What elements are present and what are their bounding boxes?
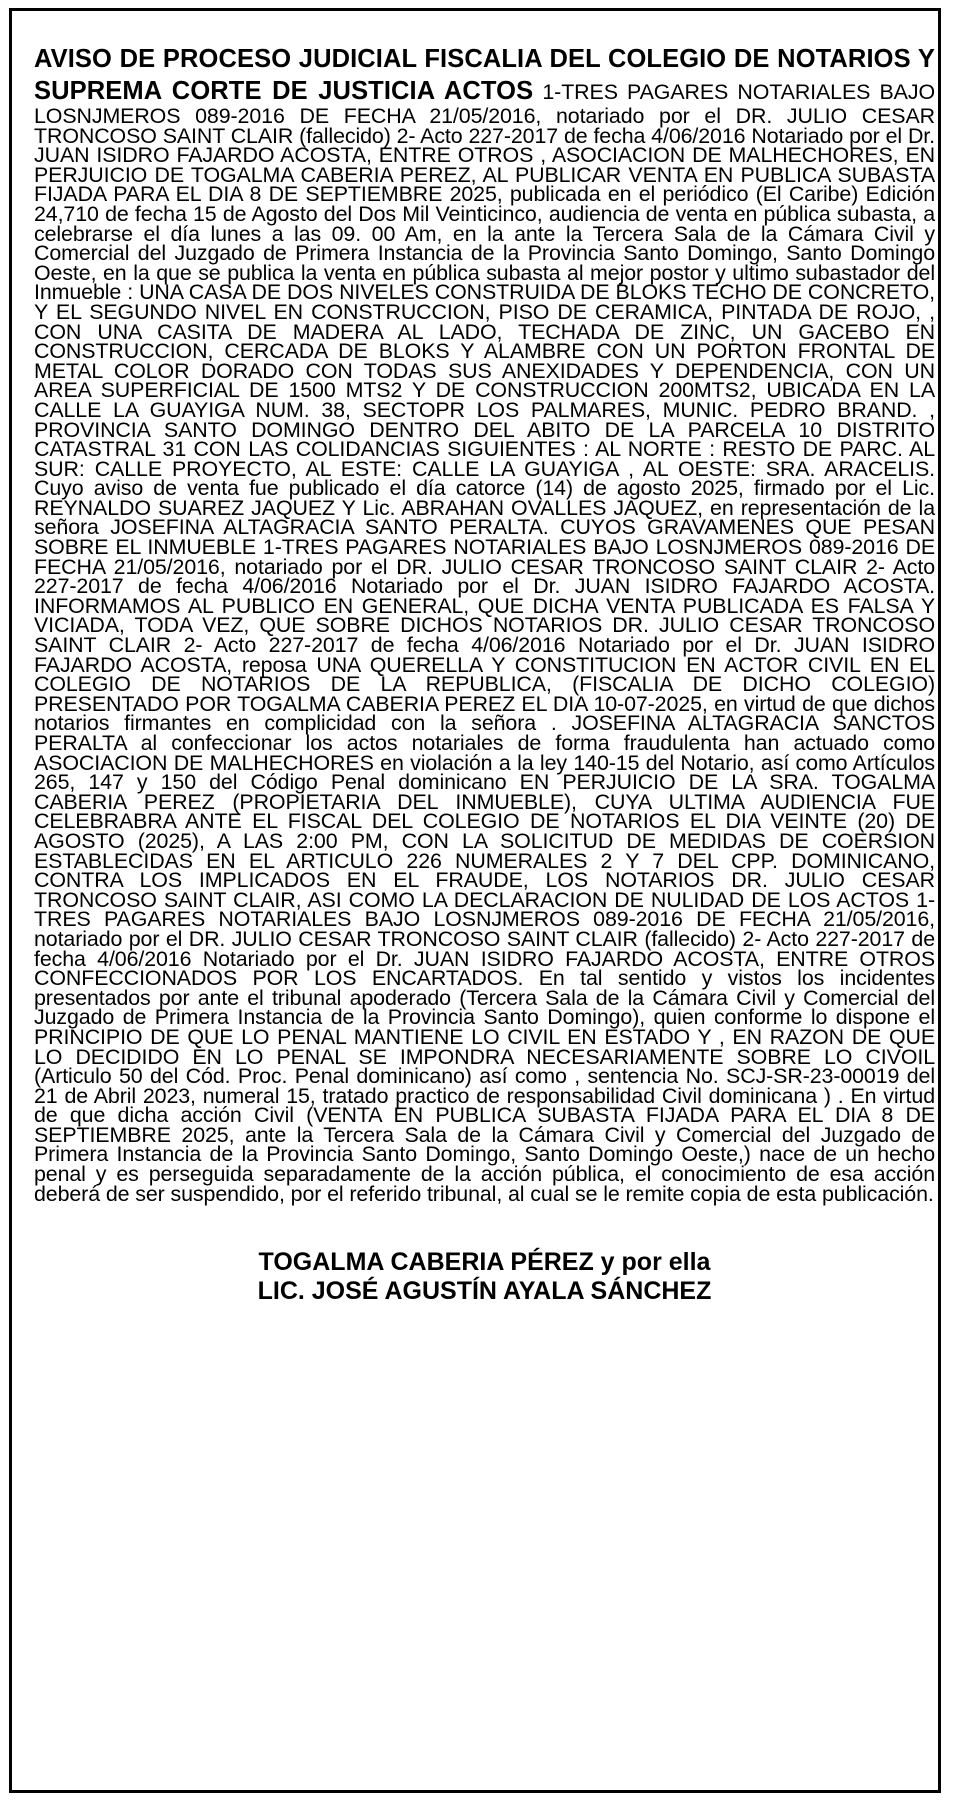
signature-line-1: TOGALMA CABERIA PÉREZ y por ella [258,1248,711,1277]
notice-frame [9,8,941,1793]
notice-headline: AVISO DE PROCESO JUDICIAL FISCALIA DEL COLEGIO DE NOTARIOS Y SUPREMA CORTE DE JUSTICIA ACTOS [34,45,935,105]
notice-paragraph [34,43,935,1204]
signature-block [34,1248,935,1306]
signature-line-2: LIC. JOSÉ AGUSTÍN AYALA SÁNCHEZ [257,1277,712,1306]
notice-content [34,43,935,1306]
notice-body-text: 1-TRES PAGARES NOTARIALES BAJO LOSNJMEROS 089-2016 DE FECHA 21/05/2016, notariado por el DR. JULIO CESAR TRONCOSO SAINT CLAIR (fallecido) 2- Acto 227-2017 de fecha 4/06/2016 Notariado por el Dr. JUAN ISIDRO FAJARDO ACOSTA, ENTRE OTROS , ASOCIACION DE MALHECHORES, EN PERJUICIO DE TOGALMA CABERIA PEREZ, AL PUBLICAR VENTA EN PUBLICA SUBASTA FIJADA PARA EL DIA 8 DE SEPTIEMBRE 2025, publicada en el periódico (El Caribe) Edición 24,710 de fecha 15 de Agosto del Dos Mil Veinticinco, audiencia de venta en pública subasta, a celebrarse el día lunes a las 09. 00 Am, en la ante la Tercera Sala de la Cámara Civil y Comercial del Juzgado de Primera Instancia de la Provincia Santo Domingo, Santo Domingo Oeste, en la que se publica la venta en pública subasta al mejor postor y ultimo subastador del Inmueble : UNA CASA DE DOS NIVELES CONSTRUIDA DE BLOKS TECHO DE CONCRETO, Y EL SEGUNDO NIVEL EN CONSTRUCCION, PISO DE CERAMICA, PINTADA DE ROJO, , CON UNA CASITA DE MADERA AL LADO, TECHADA DE ZINC, UN GACEBO EN CONSTRUCCION, CERCADA DE BLOKS Y ALAMBRE CON UN PORTON FRONTAL DE METAL COLOR DORADO CON TODAS SUS ANEXIDADES Y DEPENDENCIA, CON UN AREA SUPERFICIAL DE 1500 MTS2 Y DE CONSTRUCCION 200MTS2, UBICADA EN LA CALLE LA GUAYIGA NUM. 38, SECTOPR LOS PALMARES, MUNIC. PEDRO BRAND. , PROVINCIA SANTO DOMINGO DENTRO DEL ABITO DE LA PARCELA 10 DISTRITO CATASTRAL 31 CON LAS COLIDANCIAS SIGUIENTES : AL NORTE : RESTO DE PARC. AL SUR: CALLE PROYECTO, AL ESTE: CALLE LA GUAYIGA , AL OESTE: SRA. ARACELIS. Cuyo aviso de venta fue publicado el día catorce (14) de agosto 2025, firmado por el Lic. REYNALDO SUAREZ JAQUEZ Y Lic. ABRAHAN OVALLES JAQUEZ, en representación de la señora JOSEFINA ALTAGRACIA SANTO PERALTA. CUYOS GRAVAMENES QUE PESAN SOBRE EL INMUEBLE 1-TRES PAGARES NOTARIALES BAJO LOSNJMEROS 089-2016 DE FECHA 21/05/2016, notariado por el DR. JULIO CESAR TRONCOSO SAINT CLAIR 2- Acto 227-2017 de fecha 4/06/2016 Notariado por el Dr. JUAN ISIDRO FAJARDO ACOSTA. INFORMAMOS AL PUBLICO EN GENERAL, QUE DICHA VENTA PUBLICADA ES FALSA Y VICIADA, TODA VEZ, QUE SOBRE DICHOS NOTARIOS DR. JULIO CESAR TRONCOSO SAINT CLAIR 2- Acto 227-2017 de fecha 4/06/2016 Notariado por el Dr. JUAN ISIDRO FAJARDO ACOSTA, reposa UNA QUERELLA Y CONSTITUCION EN ACTOR CIVIL EN EL COLEGIO DE NOTARIOS DE LA REPUBLICA, (FISCALIA DE DICHO COLEGIO) PRESENTADO POR TOGALMA CABERIA PEREZ EL DIA 10-07-2025, en virtud de que dichos notarios firmantes en complicidad con la señora . JOSEFINA ALTAGRACIA SANCTOS PERALTA al confeccionar los actos notariales de forma fraudulenta han actuado como ASOCIACION DE MALHECHORES en violación a la ley 140-15 del Notario, así como Artículos 265, 147 y 150 del Código Penal dominicano EN PERJUICIO DE LA SRA. TOGALMA CABERIA PEREZ (PROPIETARIA DEL INMUEBLE), CUYA ULTIMA AUDIENCIA FUE CELEBRABRA ANTE EL FISCAL DEL COLEGIO DE NOTARIOS EL DIA VEINTE (20) DE AGOSTO (2025), A LAS 2:00 PM, CON LA SOLICITUD DE MEDIDAS DE COERSION ESTABLECIDAS EN EL ARTICULO 226 NUMERALES 2 Y 7 DEL CPP. DOMINICANO, CONTRA LOS IMPLICADOS EN EL FRAUDE, LOS NOTARIOS DR. JULIO CESAR TRONCOSO SAINT CLAIR, ASI COMO LA DECLARACION DE NULIDAD DE LOS ACTOS 1-TRES PAGARES NOTARIALES BAJO LOSNJMEROS 089-2016 DE FECHA 21/05/2016, notariado por el DR. JULIO CESAR TRONCOSO SAINT CLAIR (fallecido) 2- Acto 227-2017 de fecha 4/06/2016 Notariado por el Dr. JUAN ISIDRO FAJARDO ACOSTA, ENTRE OTROS CONFECCIONADOS POR LOS ENCARTADOS. En tal sentido y vistos los incidentes presentados por ante el tribunal apoderado (Tercera Sala de la Cámara Civil y Comercial del Juzgado de Primera Instancia de la Provincia Santo Domingo), quien conforme lo dispone el PRINCIPIO DE QUE LO PENAL MANTIENE LO CIVIL EN ESTADO Y , EN RAZON DE QUE LO DECIDIDO EN LO PENAL SE IMPONDRA NECESARIAMENTE SOBRE LO CIVOIL (Articulo 50 del Cód. Proc. Penal dominicano) así como , sentencia No. SCJ-SR-23-00019 del 21 de Abril 2023, numeral 15, tratado practico de responsabilidad Civil dominicana ) . En virtud de que dicha acción Civil (VENTA EN PUBLICA SUBASTA FIJADA PARA EL DIA 8 DE SEPTIEMBRE 2025, ante la Tercera Sala de la Cámara Civil y Comercial del Juzgado de Primera Instancia de la Provincia Santo Domingo, Santo Domingo Oeste,) nace de un hecho penal y es perseguida separadamente de la acción pública, el conocimiento de esa acción deberá de ser suspendido, por el referido tribunal, al cual se le remite copia de esta publicación. [34,80,935,1206]
